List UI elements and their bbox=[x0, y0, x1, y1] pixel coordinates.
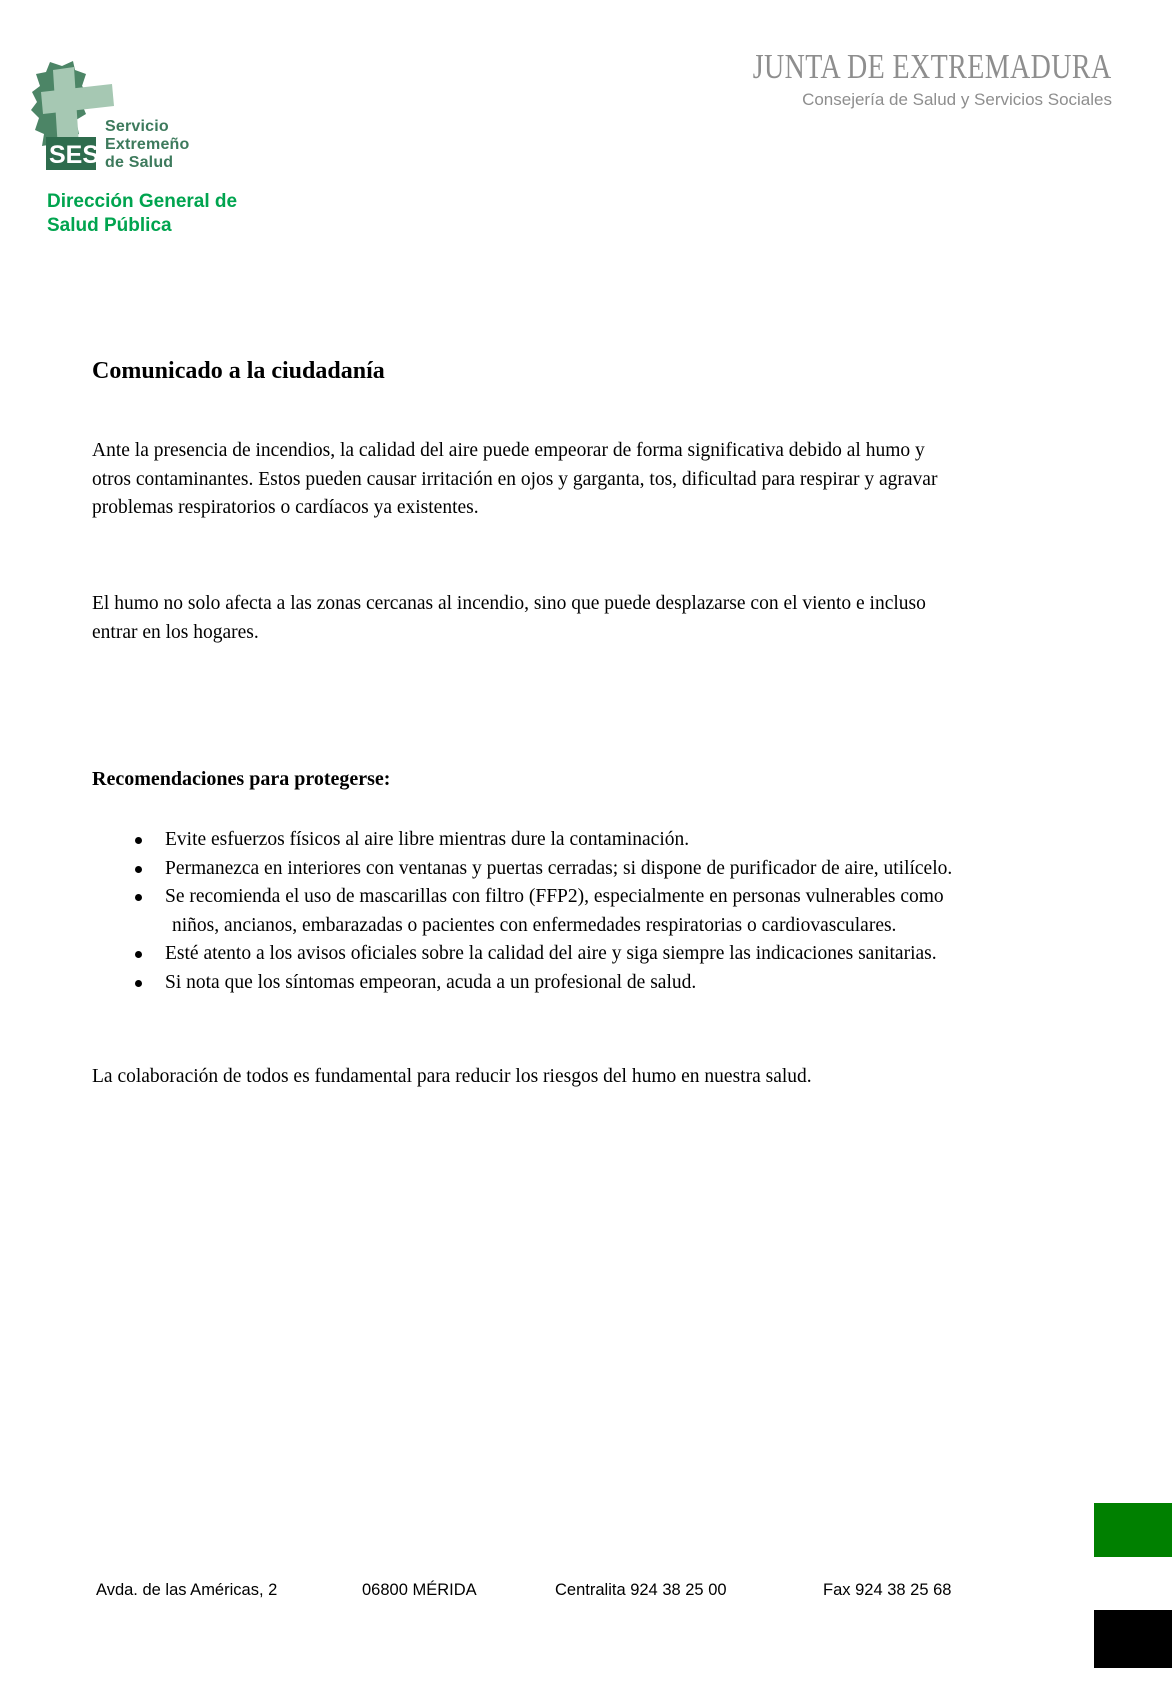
footer bbox=[0, 1581, 1172, 1605]
junta-header bbox=[663, 48, 1112, 110]
junta-title: JUNTA DE EXTREMADURA bbox=[753, 47, 1112, 86]
paragraph-1-line3: problemas respiratorios o cardíacos ya existentes. bbox=[92, 497, 479, 518]
list-item-text: Se recomienda el uso de mascarillas con filtro (FFP2), especialmente en personas vulnerables como bbox=[165, 886, 944, 907]
document-title: Comunicado a la ciudadanía bbox=[92, 358, 385, 384]
ses-logo bbox=[28, 58, 268, 178]
footer-address: Avda. de las Américas, 2 bbox=[96, 1581, 278, 1599]
ses-name-line3: de Salud bbox=[105, 154, 174, 171]
green-color-block bbox=[1094, 1503, 1172, 1557]
svg-text:SES: SES bbox=[49, 141, 100, 169]
list-item bbox=[92, 940, 952, 969]
ses-name-line1: Servicio bbox=[105, 118, 169, 135]
junta-subtitle: Consejería de Salud y Servicios Sociales bbox=[802, 90, 1112, 109]
department-line2: Salud Pública bbox=[47, 215, 172, 236]
list-item-text: Si nota que los síntomas empeoran, acuda a un profesional de salud. bbox=[165, 971, 697, 993]
paragraph-1-line1: Ante la presencia de incendios, la calidad del aire puede empeorar de forma significativa debido al humo y bbox=[92, 440, 925, 461]
list-item-text-line2: niños, ancianos, embarazadas o pacientes con enfermedades respiratorias o cardiovasculares. bbox=[172, 914, 897, 936]
paragraph-2-line2: entrar en los hogares. bbox=[92, 621, 259, 643]
paragraph-1 bbox=[92, 437, 937, 523]
footer-city: 06800 MÉRIDA bbox=[362, 1581, 477, 1599]
list-item bbox=[92, 855, 952, 884]
footer-fax: Fax 924 38 25 68 bbox=[823, 1581, 952, 1599]
black-color-block bbox=[1094, 1610, 1172, 1668]
recommendations-list bbox=[92, 826, 952, 997]
ses-name bbox=[105, 118, 190, 172]
list-item bbox=[92, 883, 952, 940]
recommendations-heading: Recomendaciones para protegerse: bbox=[92, 768, 391, 790]
paragraph-1-line2: otros contaminantes. Estos pueden causar irritación en ojos y garganta, tos, dificultad para respirar y agravar bbox=[92, 468, 938, 490]
paragraph-2 bbox=[92, 590, 926, 647]
ses-name-line2: Extremeño bbox=[105, 136, 190, 153]
list-item bbox=[92, 969, 952, 998]
paragraph-2-line1: El humo no solo afecta a las zonas cercanas al incendio, sino que puede desplazarse con el viento e incluso bbox=[92, 593, 926, 614]
footer-phone: Centralita 924 38 25 00 bbox=[555, 1581, 727, 1599]
department-line1: Dirección General de bbox=[47, 191, 238, 212]
list-item bbox=[92, 826, 952, 855]
department-name bbox=[47, 190, 237, 238]
list-item-text: Permanezca en interiores con ventanas y puertas cerradas; si dispone de purificador de aire, utilícelo. bbox=[165, 857, 953, 879]
list-item-text: Esté atento a los avisos oficiales sobre la calidad del aire y siga siempre las indicaciones sanitarias. bbox=[165, 943, 937, 964]
closing-paragraph: La colaboración de todos es fundamental para reducir los riesgos del humo en nuestra salud. bbox=[92, 1066, 812, 1087]
list-item-text: Evite esfuerzos físicos al aire libre mientras dure la contaminación. bbox=[165, 829, 690, 850]
